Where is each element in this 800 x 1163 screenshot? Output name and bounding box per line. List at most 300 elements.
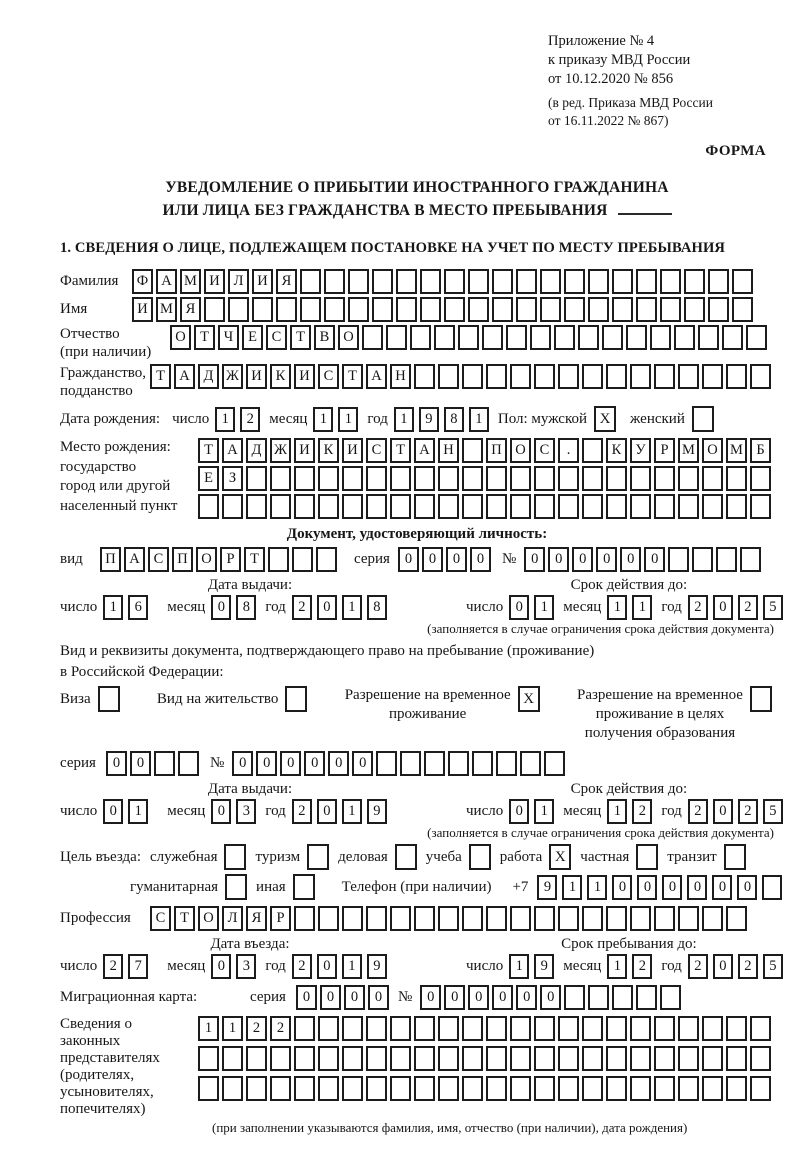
form-cell[interactable]: [540, 297, 561, 322]
form-cell[interactable]: 2: [738, 595, 758, 620]
purpose-humanitarian-checkbox[interactable]: [225, 874, 247, 900]
form-cell[interactable]: [372, 297, 393, 322]
sex-female-checkbox[interactable]: [692, 406, 714, 432]
form-cell[interactable]: 3: [236, 799, 256, 824]
form-cell[interactable]: [702, 494, 723, 519]
form-cell[interactable]: 1: [128, 799, 148, 824]
form-cell[interactable]: 1: [103, 595, 123, 620]
form-cell[interactable]: [654, 1076, 675, 1101]
form-cell[interactable]: [424, 751, 445, 776]
form-cell[interactable]: [606, 1046, 627, 1071]
form-cell[interactable]: [630, 1076, 651, 1101]
form-cell[interactable]: [154, 751, 175, 776]
form-cell[interactable]: 2: [246, 1016, 267, 1041]
form-cell[interactable]: Б: [750, 438, 771, 463]
temp-residence-education-checkbox[interactable]: [750, 686, 772, 712]
temp-residence-checkbox[interactable]: X: [518, 686, 540, 712]
form-cell[interactable]: К: [270, 364, 291, 389]
form-cell[interactable]: [750, 364, 771, 389]
purpose-other-checkbox[interactable]: [293, 874, 315, 900]
form-cell[interactable]: 0: [398, 547, 419, 572]
form-cell[interactable]: [630, 494, 651, 519]
form-cell[interactable]: 2: [632, 954, 652, 979]
form-cell[interactable]: [606, 1016, 627, 1041]
form-cell[interactable]: [678, 1016, 699, 1041]
form-cell[interactable]: [630, 466, 651, 491]
form-cell[interactable]: [668, 547, 689, 572]
form-cell[interactable]: [444, 297, 465, 322]
form-cell[interactable]: А: [222, 438, 243, 463]
form-cell[interactable]: 0: [644, 547, 665, 572]
form-cell[interactable]: 1: [222, 1016, 243, 1041]
form-cell[interactable]: 0: [280, 751, 301, 776]
form-cell[interactable]: [678, 906, 699, 931]
form-cell[interactable]: [316, 547, 337, 572]
form-cell[interactable]: [746, 325, 767, 350]
form-cell[interactable]: [342, 1076, 363, 1101]
form-cell[interactable]: 5: [763, 595, 783, 620]
form-cell[interactable]: 0: [444, 985, 465, 1010]
form-cell[interactable]: [366, 1016, 387, 1041]
form-cell[interactable]: [390, 906, 411, 931]
form-cell[interactable]: [318, 1076, 339, 1101]
form-cell[interactable]: [630, 1046, 651, 1071]
form-cell[interactable]: 8: [444, 407, 464, 432]
form-cell[interactable]: [762, 875, 782, 900]
form-cell[interactable]: Р: [270, 906, 291, 931]
form-cell[interactable]: 9: [367, 799, 387, 824]
form-cell[interactable]: [366, 494, 387, 519]
form-cell[interactable]: 0: [712, 875, 732, 900]
form-cell[interactable]: [462, 1076, 483, 1101]
form-cell[interactable]: [318, 906, 339, 931]
form-cell[interactable]: 6: [128, 595, 148, 620]
form-cell[interactable]: [702, 466, 723, 491]
form-cell[interactable]: 2: [688, 799, 708, 824]
form-cell[interactable]: [486, 1016, 507, 1041]
form-cell[interactable]: 0: [317, 799, 337, 824]
form-cell[interactable]: 0: [446, 547, 467, 572]
form-cell[interactable]: [318, 466, 339, 491]
form-cell[interactable]: [438, 466, 459, 491]
form-cell[interactable]: [222, 1076, 243, 1101]
form-cell[interactable]: 1: [632, 595, 652, 620]
sex-male-checkbox[interactable]: X: [594, 406, 616, 432]
form-cell[interactable]: 0: [509, 799, 529, 824]
form-cell[interactable]: [458, 325, 479, 350]
form-cell[interactable]: 0: [211, 799, 231, 824]
form-cell[interactable]: [558, 1046, 579, 1071]
form-cell[interactable]: [342, 1046, 363, 1071]
form-cell[interactable]: П: [172, 547, 193, 572]
form-cell[interactable]: [516, 297, 537, 322]
form-cell[interactable]: [582, 1076, 603, 1101]
form-cell[interactable]: [630, 364, 651, 389]
form-cell[interactable]: [414, 1076, 435, 1101]
form-cell[interactable]: [270, 1046, 291, 1071]
form-cell[interactable]: 0: [103, 799, 123, 824]
form-cell[interactable]: [534, 1076, 555, 1101]
form-cell[interactable]: М: [678, 438, 699, 463]
form-cell[interactable]: [506, 325, 527, 350]
form-cell[interactable]: А: [124, 547, 145, 572]
form-cell[interactable]: 1: [215, 407, 235, 432]
form-cell[interactable]: 0: [317, 595, 337, 620]
form-cell[interactable]: [726, 1076, 747, 1101]
form-cell[interactable]: [410, 325, 431, 350]
form-cell[interactable]: [472, 751, 493, 776]
form-cell[interactable]: Т: [174, 906, 195, 931]
form-cell[interactable]: [558, 1076, 579, 1101]
form-cell[interactable]: [300, 269, 321, 294]
form-cell[interactable]: [674, 325, 695, 350]
form-cell[interactable]: [678, 364, 699, 389]
form-cell[interactable]: Е: [242, 325, 263, 350]
form-cell[interactable]: [540, 269, 561, 294]
form-cell[interactable]: 0: [713, 954, 733, 979]
form-cell[interactable]: 0: [687, 875, 707, 900]
form-cell[interactable]: И: [294, 438, 315, 463]
form-cell[interactable]: [678, 1076, 699, 1101]
form-cell[interactable]: [276, 297, 297, 322]
form-cell[interactable]: 5: [763, 954, 783, 979]
form-cell[interactable]: 0: [713, 595, 733, 620]
form-cell[interactable]: [636, 269, 657, 294]
form-cell[interactable]: Н: [438, 438, 459, 463]
form-cell[interactable]: [486, 364, 507, 389]
form-cell[interactable]: [582, 906, 603, 931]
form-cell[interactable]: [660, 297, 681, 322]
form-cell[interactable]: [414, 1016, 435, 1041]
form-cell[interactable]: [606, 1076, 627, 1101]
form-cell[interactable]: [438, 1076, 459, 1101]
form-cell[interactable]: [438, 1046, 459, 1071]
form-cell[interactable]: Т: [290, 325, 311, 350]
form-cell[interactable]: 9: [419, 407, 439, 432]
form-cell[interactable]: [246, 1046, 267, 1071]
form-cell[interactable]: [516, 269, 537, 294]
form-cell[interactable]: И: [246, 364, 267, 389]
form-cell[interactable]: 2: [292, 799, 312, 824]
residence-permit-checkbox[interactable]: [285, 686, 307, 712]
form-cell[interactable]: 0: [368, 985, 389, 1010]
form-cell[interactable]: [294, 1076, 315, 1101]
purpose-study-checkbox[interactable]: [469, 844, 491, 870]
form-cell[interactable]: 0: [612, 875, 632, 900]
form-cell[interactable]: [510, 364, 531, 389]
form-cell[interactable]: 1: [469, 407, 489, 432]
form-cell[interactable]: [654, 466, 675, 491]
form-cell[interactable]: М: [726, 438, 747, 463]
form-cell[interactable]: [396, 269, 417, 294]
form-cell[interactable]: [222, 1046, 243, 1071]
form-cell[interactable]: [630, 1016, 651, 1041]
form-cell[interactable]: К: [318, 438, 339, 463]
form-cell[interactable]: [678, 466, 699, 491]
form-cell[interactable]: [462, 364, 483, 389]
form-cell[interactable]: [606, 494, 627, 519]
form-cell[interactable]: [726, 466, 747, 491]
form-cell[interactable]: [492, 297, 513, 322]
form-cell[interactable]: [750, 494, 771, 519]
form-cell[interactable]: [530, 325, 551, 350]
form-cell[interactable]: [606, 906, 627, 931]
form-cell[interactable]: [414, 1046, 435, 1071]
form-cell[interactable]: [300, 297, 321, 322]
form-cell[interactable]: О: [170, 325, 191, 350]
form-cell[interactable]: [554, 325, 575, 350]
form-cell[interactable]: 2: [738, 799, 758, 824]
form-cell[interactable]: С: [266, 325, 287, 350]
form-cell[interactable]: [636, 985, 657, 1010]
form-cell[interactable]: М: [156, 297, 177, 322]
form-cell[interactable]: Я: [246, 906, 267, 931]
form-cell[interactable]: [496, 751, 517, 776]
form-cell[interactable]: 1: [313, 407, 333, 432]
form-cell[interactable]: 0: [296, 985, 317, 1010]
form-cell[interactable]: 2: [292, 954, 312, 979]
form-cell[interactable]: [414, 364, 435, 389]
form-cell[interactable]: А: [156, 269, 177, 294]
form-cell[interactable]: 0: [596, 547, 617, 572]
form-cell[interactable]: [294, 466, 315, 491]
form-cell[interactable]: Ж: [270, 438, 291, 463]
form-cell[interactable]: П: [100, 547, 121, 572]
form-cell[interactable]: [716, 547, 737, 572]
form-cell[interactable]: [292, 547, 313, 572]
form-cell[interactable]: [588, 269, 609, 294]
form-cell[interactable]: [414, 494, 435, 519]
form-cell[interactable]: 1: [198, 1016, 219, 1041]
form-cell[interactable]: [740, 547, 761, 572]
form-cell[interactable]: 0: [211, 954, 231, 979]
form-cell[interactable]: [198, 1046, 219, 1071]
form-cell[interactable]: С: [366, 438, 387, 463]
form-cell[interactable]: 2: [738, 954, 758, 979]
form-cell[interactable]: [390, 494, 411, 519]
form-cell[interactable]: [582, 364, 603, 389]
form-cell[interactable]: [372, 269, 393, 294]
form-cell[interactable]: 0: [232, 751, 253, 776]
form-cell[interactable]: 2: [240, 407, 260, 432]
form-cell[interactable]: [582, 466, 603, 491]
form-cell[interactable]: [698, 325, 719, 350]
form-cell[interactable]: 2: [632, 799, 652, 824]
form-cell[interactable]: Л: [228, 269, 249, 294]
form-cell[interactable]: 0: [548, 547, 569, 572]
form-cell[interactable]: 0: [524, 547, 545, 572]
form-cell[interactable]: 1: [534, 595, 554, 620]
form-cell[interactable]: [606, 466, 627, 491]
form-cell[interactable]: [678, 494, 699, 519]
form-cell[interactable]: Н: [390, 364, 411, 389]
form-cell[interactable]: [390, 1076, 411, 1101]
form-cell[interactable]: [204, 297, 225, 322]
form-cell[interactable]: И: [204, 269, 225, 294]
form-cell[interactable]: 1: [607, 799, 627, 824]
form-cell[interactable]: 8: [236, 595, 256, 620]
form-cell[interactable]: [582, 1046, 603, 1071]
form-cell[interactable]: 1: [342, 954, 362, 979]
form-cell[interactable]: [578, 325, 599, 350]
form-cell[interactable]: У: [630, 438, 651, 463]
form-cell[interactable]: Т: [194, 325, 215, 350]
form-cell[interactable]: И: [342, 438, 363, 463]
form-cell[interactable]: [342, 1016, 363, 1041]
form-cell[interactable]: Т: [390, 438, 411, 463]
form-cell[interactable]: [726, 906, 747, 931]
form-cell[interactable]: [702, 1046, 723, 1071]
form-cell[interactable]: 0: [540, 985, 561, 1010]
form-cell[interactable]: [348, 297, 369, 322]
form-cell[interactable]: [722, 325, 743, 350]
form-cell[interactable]: [318, 1046, 339, 1071]
form-cell[interactable]: Ж: [222, 364, 243, 389]
form-cell[interactable]: [390, 1016, 411, 1041]
form-cell[interactable]: [324, 297, 345, 322]
form-cell[interactable]: [654, 1046, 675, 1071]
form-cell[interactable]: П: [486, 438, 507, 463]
visa-checkbox[interactable]: [98, 686, 120, 712]
form-cell[interactable]: [732, 297, 753, 322]
form-cell[interactable]: [558, 466, 579, 491]
form-cell[interactable]: [294, 494, 315, 519]
form-cell[interactable]: [448, 751, 469, 776]
form-cell[interactable]: [702, 906, 723, 931]
form-cell[interactable]: [486, 494, 507, 519]
form-cell[interactable]: [654, 364, 675, 389]
form-cell[interactable]: Л: [222, 906, 243, 931]
form-cell[interactable]: [630, 906, 651, 931]
form-cell[interactable]: [612, 269, 633, 294]
form-cell[interactable]: [702, 364, 723, 389]
form-cell[interactable]: .: [558, 438, 579, 463]
form-cell[interactable]: [366, 466, 387, 491]
form-cell[interactable]: [660, 985, 681, 1010]
form-cell[interactable]: [366, 906, 387, 931]
form-cell[interactable]: [582, 438, 603, 463]
form-cell[interactable]: [558, 1016, 579, 1041]
form-cell[interactable]: С: [150, 906, 171, 931]
form-cell[interactable]: [396, 297, 417, 322]
form-cell[interactable]: [270, 466, 291, 491]
form-cell[interactable]: 1: [342, 799, 362, 824]
purpose-work-checkbox[interactable]: X: [549, 844, 571, 870]
form-cell[interactable]: [684, 269, 705, 294]
form-cell[interactable]: 0: [713, 799, 733, 824]
form-cell[interactable]: [510, 1046, 531, 1071]
form-cell[interactable]: [534, 466, 555, 491]
form-cell[interactable]: 9: [367, 954, 387, 979]
form-cell[interactable]: [482, 325, 503, 350]
form-cell[interactable]: [636, 297, 657, 322]
form-cell[interactable]: Ч: [218, 325, 239, 350]
form-cell[interactable]: Т: [244, 547, 265, 572]
form-cell[interactable]: 1: [394, 407, 414, 432]
form-cell[interactable]: [726, 1046, 747, 1071]
form-cell[interactable]: [684, 297, 705, 322]
form-cell[interactable]: [270, 1076, 291, 1101]
form-cell[interactable]: В: [314, 325, 335, 350]
form-cell[interactable]: [564, 269, 585, 294]
form-cell[interactable]: [544, 751, 565, 776]
form-cell[interactable]: 5: [763, 799, 783, 824]
form-cell[interactable]: С: [148, 547, 169, 572]
form-cell[interactable]: О: [510, 438, 531, 463]
form-cell[interactable]: А: [174, 364, 195, 389]
form-cell[interactable]: [246, 1076, 267, 1101]
form-cell[interactable]: О: [702, 438, 723, 463]
form-cell[interactable]: [582, 1016, 603, 1041]
form-cell[interactable]: [558, 906, 579, 931]
form-cell[interactable]: [420, 269, 441, 294]
form-cell[interactable]: [462, 906, 483, 931]
form-cell[interactable]: [708, 269, 729, 294]
form-cell[interactable]: [462, 1016, 483, 1041]
form-cell[interactable]: [726, 364, 747, 389]
form-cell[interactable]: Ф: [132, 269, 153, 294]
form-cell[interactable]: [486, 1076, 507, 1101]
form-cell[interactable]: 0: [420, 985, 441, 1010]
form-cell[interactable]: 0: [662, 875, 682, 900]
form-cell[interactable]: [468, 269, 489, 294]
form-cell[interactable]: 1: [587, 875, 607, 900]
form-cell[interactable]: [510, 494, 531, 519]
form-cell[interactable]: Е: [198, 466, 219, 491]
form-cell[interactable]: [510, 906, 531, 931]
form-cell[interactable]: [708, 297, 729, 322]
form-cell[interactable]: [510, 466, 531, 491]
form-cell[interactable]: 0: [106, 751, 127, 776]
form-cell[interactable]: 0: [304, 751, 325, 776]
form-cell[interactable]: 0: [352, 751, 373, 776]
form-cell[interactable]: 0: [468, 985, 489, 1010]
form-cell[interactable]: М: [180, 269, 201, 294]
form-cell[interactable]: 2: [688, 595, 708, 620]
form-cell[interactable]: [558, 494, 579, 519]
form-cell[interactable]: [270, 494, 291, 519]
form-cell[interactable]: [342, 466, 363, 491]
form-cell[interactable]: [534, 1016, 555, 1041]
form-cell[interactable]: Я: [180, 297, 201, 322]
form-cell[interactable]: [510, 1076, 531, 1101]
form-cell[interactable]: 0: [317, 954, 337, 979]
form-cell[interactable]: 0: [620, 547, 641, 572]
form-cell[interactable]: [178, 751, 199, 776]
form-cell[interactable]: [438, 906, 459, 931]
form-cell[interactable]: И: [132, 297, 153, 322]
form-cell[interactable]: [702, 1016, 723, 1041]
form-cell[interactable]: С: [534, 438, 555, 463]
form-cell[interactable]: [222, 494, 243, 519]
form-cell[interactable]: [564, 985, 585, 1010]
form-cell[interactable]: [702, 1076, 723, 1101]
form-cell[interactable]: [520, 751, 541, 776]
form-cell[interactable]: 1: [607, 595, 627, 620]
form-cell[interactable]: 0: [344, 985, 365, 1010]
form-cell[interactable]: [726, 494, 747, 519]
form-cell[interactable]: [268, 547, 289, 572]
form-cell[interactable]: [438, 1016, 459, 1041]
form-cell[interactable]: [692, 547, 713, 572]
form-cell[interactable]: [246, 466, 267, 491]
form-cell[interactable]: [650, 325, 671, 350]
form-cell[interactable]: [492, 269, 513, 294]
form-cell[interactable]: 2: [292, 595, 312, 620]
form-cell[interactable]: [750, 466, 771, 491]
form-cell[interactable]: [318, 1016, 339, 1041]
form-cell[interactable]: [462, 1046, 483, 1071]
